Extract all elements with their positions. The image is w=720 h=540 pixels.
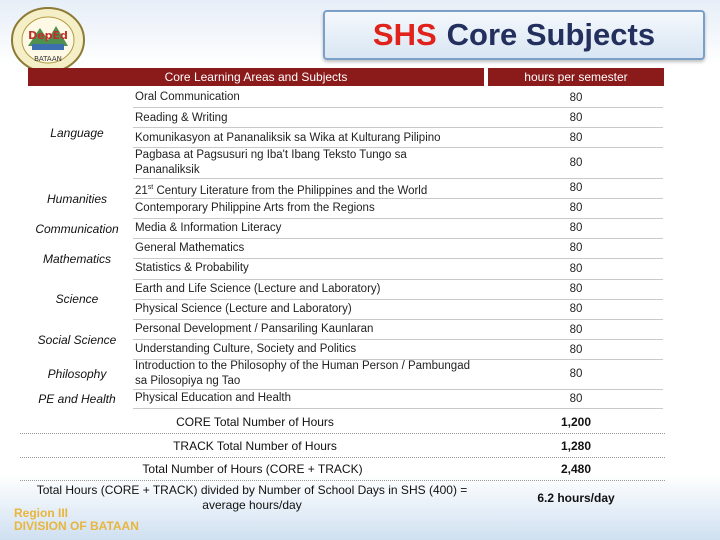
average-hours-value: 6.2 hours/day	[537, 491, 615, 505]
row-divider	[133, 218, 663, 219]
category-language: Language	[50, 126, 104, 140]
hours-value: 80	[569, 393, 583, 405]
hours-value: 80	[569, 303, 583, 315]
header-learning-areas: Core Learning Areas and Subjects	[28, 68, 484, 86]
row-divider	[133, 389, 663, 390]
hours-value: 80	[569, 182, 583, 194]
subject-oral-communication: Oral Communication	[135, 91, 240, 103]
header-hours: hours per semester	[488, 68, 664, 86]
title-blue-text: Core Subjects	[446, 17, 656, 52]
hours-value: 80	[569, 283, 583, 295]
row-divider	[133, 238, 663, 239]
hours-value: 80	[569, 344, 583, 356]
subject-reading-writing: Reading & Writing	[135, 112, 228, 124]
category-philosophy: Philosophy	[47, 367, 107, 381]
category-social-science: Social Science	[37, 333, 117, 347]
hours-value: 80	[569, 112, 583, 124]
svg-text:BATAAN: BATAAN	[34, 55, 62, 63]
row-divider	[133, 178, 663, 179]
subject-physical-education-health: Physical Education and Health	[135, 392, 291, 404]
subject-personal-development: Personal Development / Pansariling Kaunlaran	[135, 323, 374, 335]
grand-total-value: 2,480	[560, 462, 592, 476]
subject-komunikasyon: Komunikasyon at Pananaliksik sa Wika at Kulturang Pilipino	[135, 132, 441, 144]
hours-value: 80	[569, 202, 583, 214]
category-mathematics: Mathematics	[42, 252, 112, 266]
hours-value: 80	[569, 324, 583, 336]
track-total-value: 1,280	[560, 439, 592, 453]
row-divider	[133, 319, 663, 320]
average-hours-label: Total Hours (CORE + TRACK) divided by Number of School Days in SHS (400) = average hours/day	[36, 483, 468, 512]
hours-value: 80	[569, 157, 583, 169]
grand-total-label: Total Number of Hours (CORE + TRACK)	[142, 462, 363, 476]
slide-title	[323, 10, 705, 60]
subject-earth-life-science: Earth and Life Science (Lecture and Laboratory)	[135, 283, 381, 295]
hours-value: 80	[569, 242, 583, 254]
row-divider	[133, 127, 663, 128]
svg-text:DepEd: DepEd	[28, 29, 68, 42]
row-divider	[133, 107, 663, 108]
deped-seal-logo	[10, 6, 86, 74]
dotted-divider	[20, 480, 665, 481]
subject-physical-science: Physical Science (Lecture and Laboratory)	[135, 303, 352, 315]
hours-value: 80	[569, 92, 583, 104]
category-communication: Communication	[35, 222, 119, 236]
track-total-label: TRACK Total Number of Hours	[173, 439, 337, 453]
row-divider	[133, 339, 663, 340]
subject-21st-century-literature: 21st Century Literature from the Philippines and the World	[135, 184, 428, 197]
dotted-divider	[20, 457, 665, 458]
core-total-label: CORE Total Number of Hours	[176, 415, 334, 429]
subject-general-mathematics: General Mathematics	[135, 242, 245, 254]
subject-pagbasa: Pagbasa at Pagsusuri ng Iba't Ibang Teksto Tungo sa Pananaliksik	[135, 149, 407, 176]
row-divider	[133, 279, 663, 280]
row-divider	[133, 258, 663, 259]
category-pe-and-health: PE and Health	[38, 392, 116, 406]
title-red-text: SHS	[372, 17, 437, 52]
subject-media-information-literacy: Media & Information Literacy	[135, 222, 282, 234]
hours-value: 80	[569, 368, 583, 380]
category-humanities: Humanities	[46, 192, 108, 206]
core-total-value: 1,200	[560, 415, 592, 429]
hours-value: 80	[569, 132, 583, 144]
footer-region: Region III	[14, 506, 68, 520]
row-divider	[133, 408, 663, 409]
subject-philosophy-human-person: Introduction to the Philosophy of the Human Person / Pambungad sa Pilosopiya ng Tao	[135, 360, 470, 387]
subject-understanding-culture: Understanding Culture, Society and Politics	[135, 343, 357, 355]
hours-value: 80	[569, 222, 583, 234]
row-divider	[133, 299, 663, 300]
category-science: Science	[55, 292, 99, 306]
footer-division: DIVISION OF BATAAN	[14, 519, 139, 533]
subject-contemporary-arts: Contemporary Philippine Arts from the Regions	[135, 202, 375, 214]
subject-statistics-probability: Statistics & Probability	[135, 262, 249, 274]
hours-value: 80	[569, 263, 583, 275]
dotted-divider	[20, 433, 665, 434]
